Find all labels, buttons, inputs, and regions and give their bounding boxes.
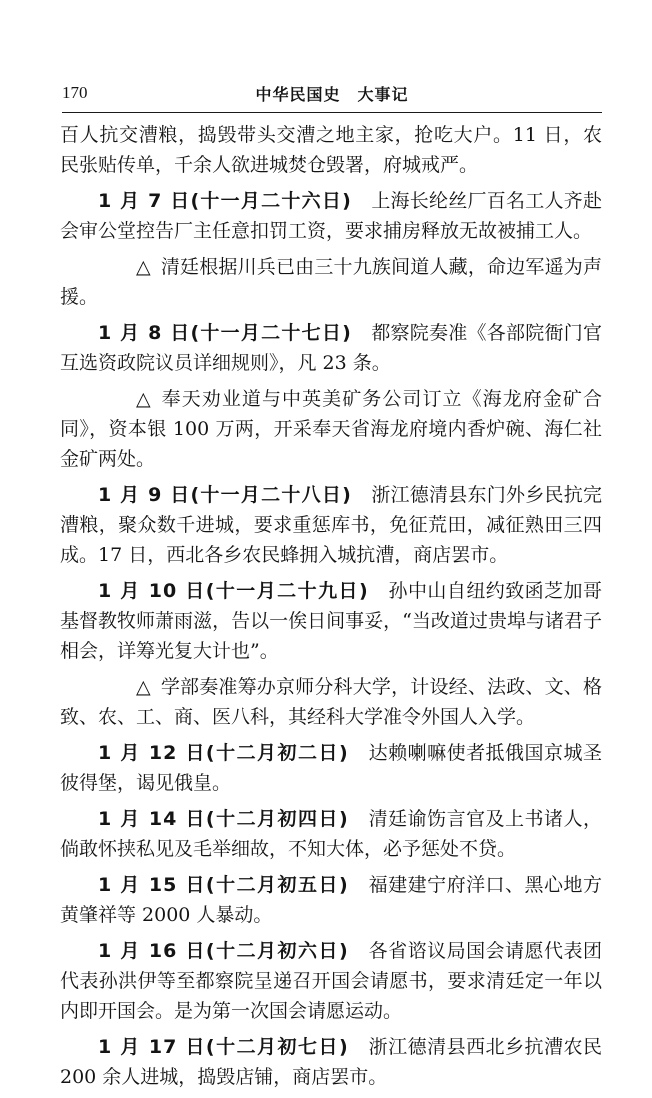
entry-jan-7-supplement [60,252,602,312]
entry-date: 1 月 15 日(十二月初五日) [98,874,349,896]
entry-jan-15 [60,870,602,930]
triangle-marker-icon: △ [136,676,151,698]
entry-text: 达赖喇嘛使者抵俄国京城圣彼得堡，谒见俄皇。 [60,742,602,794]
entry-text: 上海长纶丝厂百名工人齐赴会审公堂控告厂主任意扣罚工资，要求捕房释放无故被捕工人。 [60,190,602,242]
entry-text: 都察院奏准《各部院衙门官互选资政院议员详细规则》，凡 23 条。 [60,322,602,374]
entry-date: 1 月 9 日(十一月二十八日) [98,484,352,506]
entry-text: 清廷根据川兵已由三十九族间道人藏，命边军遥为声援。 [60,256,602,308]
entry-text: 百人抗交漕粮，捣毁带头交漕之地主家，抢吃大户。11 日，农民张贴传单，千余人欲进城焚仓毁署，府城戒严。 [60,124,602,176]
page-header [62,80,602,113]
entry-date: 1 月 12 日(十二月初二日) [98,742,349,764]
entry-jan-9 [60,480,602,570]
entry-text: 福建建宁府洋口、黑心地方黄肇祥等 2000 人暴动。 [60,874,602,926]
entry-jan-16 [60,936,602,1026]
entry-text: 清廷谕饬言官及上书诸人，倘敢怀挟私见及毛举细故，不知大体，必予惩处不贷。 [60,808,602,860]
entry-continued [60,120,602,180]
entry-jan-17 [60,1032,602,1092]
entry-text: 浙江德清县西北乡抗漕农民 200 余人进城，捣毁店铺，商店罢市。 [60,1036,602,1088]
triangle-marker-icon: △ [136,256,151,278]
entry-text: 浙江德清县东门外乡民抗完漕粮，聚众数千进城，要求重惩库书，免征荒田，减征熟田三四成。17 日，西北各乡农民蜂拥入城抗漕，商店罢市。 [60,484,602,566]
entry-date: 1 月 16 日(十二月初六日) [98,940,349,962]
entry-date: 1 月 10 日(十一月二十九日) [98,580,369,602]
entry-jan-7 [60,186,602,246]
running-title: 中华民国史 大事记 [255,85,409,104]
entry-jan-10 [60,576,602,666]
chronicle-body [60,120,602,1098]
entry-date: 1 月 17 日(十二月初七日) [98,1036,349,1058]
entry-date: 1 月 8 日(十一月二十七日) [98,322,352,344]
entry-text: 各省谘议局国会请愿代表团代表孙洪伊等至都察院呈递召开国会请愿书，要求清廷定一年以内即开国会。是为第一次国会请愿运动。 [60,940,602,1022]
entry-jan-10-supplement [60,672,602,732]
entry-jan-8-supplement [60,384,602,474]
entry-text: 奉天劝业道与中英美矿务公司订立《海龙府金矿合同》，资本银 100 万两，开采奉天省海龙府境内香炉碗、海仁社金矿两处。 [60,388,602,470]
triangle-marker-icon: △ [136,388,151,410]
entry-jan-14 [60,804,602,864]
entry-date: 1 月 14 日(十二月初四日) [98,808,349,830]
entry-text: 学部奏准筹办京师分科大学，计设经、法政、文、格致、农、工、商、医八科，其经科大学准令外国人入学。 [60,676,602,728]
entry-text: 孙中山自纽约致函芝加哥基督教牧师萧雨滋，告以一俟日间事妥，“当改道过贵埠与诸君子相会，详筹光复大计也”。 [60,580,602,662]
page-number: 170 [62,83,88,102]
entry-jan-8 [60,318,602,378]
entry-jan-12 [60,738,602,798]
entry-date: 1 月 7 日(十一月二十六日) [98,190,352,212]
